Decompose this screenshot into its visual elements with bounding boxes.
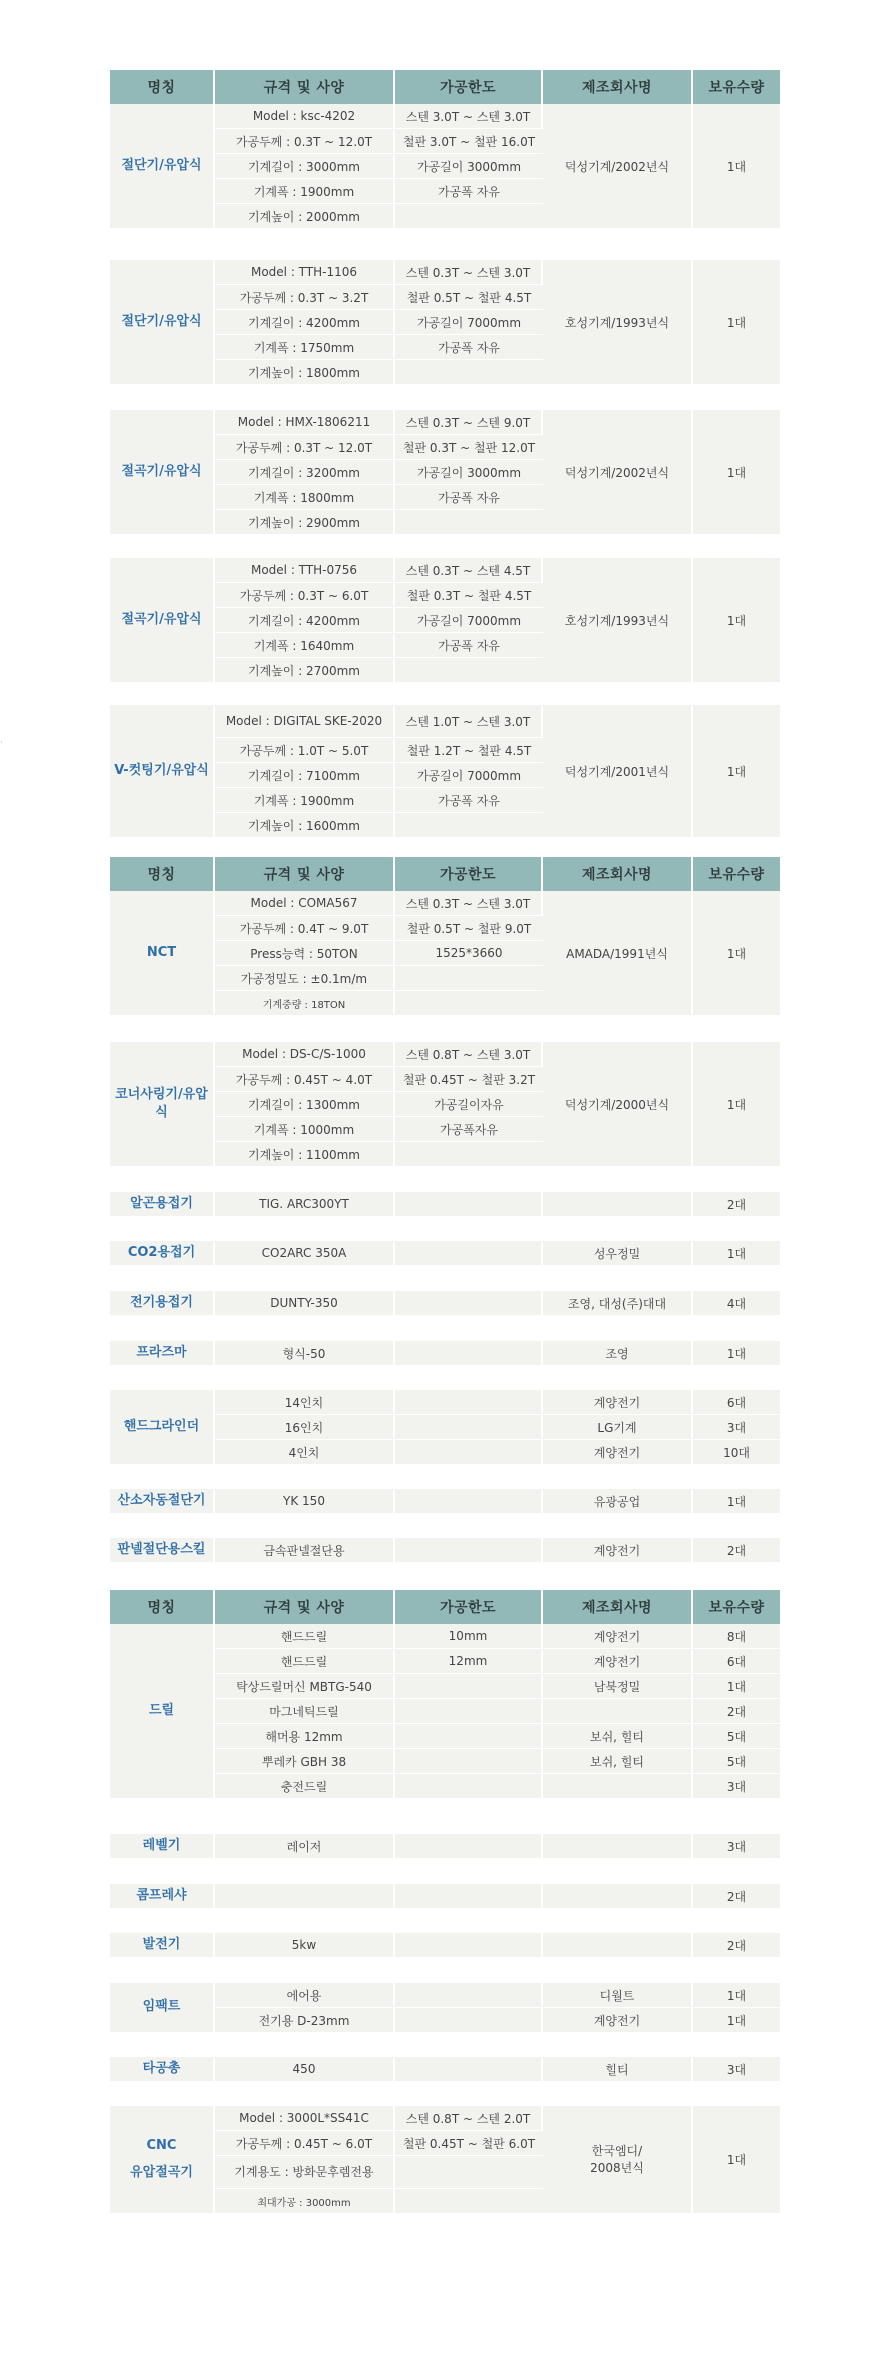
spec-cell: 기계길이 : 4200mm <box>215 310 395 335</box>
maker-cell: LG기계 <box>543 1415 693 1440</box>
spec-cell: 14인치 <box>215 1390 395 1415</box>
limit-cell: 스텐 0.8T ~ 스텐 3.0T <box>395 1042 543 1067</box>
spec-cell: TIG. ARC300YT <box>215 1192 395 1217</box>
maker-cell: AMADA/1991년식 <box>543 891 693 1016</box>
limit-cell: 철판 1.2T ~ 철판 4.5T <box>395 738 543 763</box>
limit-cell <box>395 1699 543 1724</box>
spec-cell: 레이저 <box>215 1834 395 1859</box>
qty-cell: 2대 <box>693 1933 780 1958</box>
equipment-name-line2: 유압절곡기 <box>130 2164 193 2180</box>
limit-cell <box>395 510 543 535</box>
spec-cell: 가공두께 : 0.4T ~ 9.0T <box>215 916 395 941</box>
equipment-name: NCT <box>110 891 215 1016</box>
table-row <box>110 1834 780 1859</box>
limit-cell <box>395 360 543 385</box>
equipment-table-1b <box>110 260 780 385</box>
equipment-table-gen <box>110 1933 780 1958</box>
spec-cell: Model : ksc-4202 <box>215 104 395 129</box>
equipment-table-1e <box>110 705 780 838</box>
spec-cell: CO2ARC 350A <box>215 1241 395 1266</box>
table-row <box>110 1933 780 1958</box>
decorative-mark: · <box>0 738 3 747</box>
limit-cell: 가공폭 자유 <box>395 179 543 204</box>
equipment-name <box>110 2106 215 2214</box>
table-header-row <box>110 70 780 104</box>
table-row <box>110 1884 780 1909</box>
limit-cell <box>395 2156 543 2189</box>
equipment-name: 타공총 <box>110 2057 215 2082</box>
limit-cell: 12mm <box>395 1649 543 1674</box>
maker-cell <box>543 1933 693 1958</box>
spec-cell: 기계용도 : 방화문후렘전용 <box>215 2156 395 2189</box>
header-limit: 가공한도 <box>395 857 543 891</box>
spec-cell: 기계길이 : 3000mm <box>215 154 395 179</box>
spec-cell: 뿌레카 GBH 38 <box>215 1749 395 1774</box>
spec-cell: Model : COMA567 <box>215 891 395 916</box>
equipment-table-elec <box>110 1291 780 1316</box>
spec-cell: 4인치 <box>215 1440 395 1465</box>
equipment-name: 판넬절단용스킬 <box>110 1538 215 1563</box>
spec-cell: 기계폭 : 1900mm <box>215 179 395 204</box>
qty-cell: 5대 <box>693 1749 780 1774</box>
limit-cell <box>395 1291 543 1316</box>
equipment-table-grinder <box>110 1390 780 1465</box>
equipment-table-impact <box>110 1983 780 2033</box>
spec-cell: Model : HMX-1806211 <box>215 410 395 435</box>
spec-cell: 마그네틱드릴 <box>215 1699 395 1724</box>
equipment-name: V-컷팅기/유압식 <box>110 705 215 838</box>
qty-cell: 1대 <box>693 1489 780 1514</box>
equipment-table-nail <box>110 2057 780 2082</box>
spec-cell: 형식-50 <box>215 1341 395 1366</box>
table-row <box>110 1291 780 1316</box>
header-qty: 보유수량 <box>693 857 780 891</box>
equipment-name: 임팩트 <box>110 1983 215 2033</box>
limit-cell <box>395 1538 543 1563</box>
table-header-row <box>110 857 780 891</box>
limit-cell <box>395 1489 543 1514</box>
maker-cell: 디월트 <box>543 1983 693 2008</box>
spec-cell: 16인치 <box>215 1415 395 1440</box>
spec-cell: Model : 3000L*SS41C <box>215 2106 395 2131</box>
qty-cell: 2대 <box>693 1884 780 1909</box>
equipment-name: CO2용접기 <box>110 1241 215 1266</box>
limit-cell <box>395 204 543 229</box>
table-row <box>110 1192 780 1217</box>
header-name: 명칭 <box>110 1590 215 1624</box>
header-name: 명칭 <box>110 70 215 104</box>
limit-cell <box>395 1674 543 1699</box>
maker-cell <box>543 1834 693 1859</box>
maker-cell: 한국엠디/ 2008년식 <box>543 2106 693 2214</box>
limit-cell <box>395 991 543 1016</box>
equipment-table-2b <box>110 1042 780 1167</box>
header-name: 명칭 <box>110 857 215 891</box>
limit-cell: 스텐 0.3T ~ 스텐 3.0T <box>395 260 543 285</box>
limit-cell <box>395 1142 543 1167</box>
spec-cell: 기계길이 : 7100mm <box>215 763 395 788</box>
maker-cell: 계양전기 <box>543 1390 693 1415</box>
equipment-table-cnc <box>110 2106 780 2214</box>
spec-cell: 핸드드릴 <box>215 1649 395 1674</box>
qty-cell: 5대 <box>693 1724 780 1749</box>
limit-cell: 가공길이 7000mm <box>395 310 543 335</box>
limit-cell: 스텐 3.0T ~ 스텐 3.0T <box>395 104 543 129</box>
qty-cell: 6대 <box>693 1649 780 1674</box>
limit-cell <box>395 1415 543 1440</box>
spec-cell: 기계높이 : 2900mm <box>215 510 395 535</box>
qty-cell: 1대 <box>693 1042 780 1167</box>
limit-cell: 철판 0.3T ~ 철판 12.0T <box>395 435 543 460</box>
spec-cell: Model : TTH-1106 <box>215 260 395 285</box>
qty-cell: 1대 <box>693 1341 780 1366</box>
equipment-name: 발전기 <box>110 1933 215 1958</box>
spec-cell: 기계중량 : 18TON <box>215 991 395 1016</box>
maker-cell: 성우정밀 <box>543 1241 693 1266</box>
limit-cell: 가공길이 7000mm <box>395 608 543 633</box>
spec-cell: 기계높이 : 2000mm <box>215 204 395 229</box>
limit-cell: 가공길이 7000mm <box>395 763 543 788</box>
spec-cell: 기계폭 : 1000mm <box>215 1117 395 1142</box>
spec-cell: 기계높이 : 1800mm <box>215 360 395 385</box>
limit-cell <box>395 1983 543 2008</box>
spec-cell: 가공두께 : 1.0T ~ 5.0T <box>215 738 395 763</box>
limit-cell <box>395 1440 543 1465</box>
qty-cell: 1대 <box>693 558 780 683</box>
table-row <box>110 1042 780 1067</box>
equipment-table-plasma <box>110 1341 780 1366</box>
equipment-table-co2 <box>110 1241 780 1266</box>
qty-cell: 1대 <box>693 260 780 385</box>
header-spec: 규격 및 사양 <box>215 857 395 891</box>
maker-cell: 계양전기 <box>543 1649 693 1674</box>
spec-cell: 기계길이 : 1300mm <box>215 1092 395 1117</box>
spec-cell: 해머용 12mm <box>215 1724 395 1749</box>
limit-cell: 스텐 0.3T ~ 스텐 9.0T <box>395 410 543 435</box>
spec-cell: 에어용 <box>215 1983 395 2008</box>
spec-cell: YK 150 <box>215 1489 395 1514</box>
qty-cell: 3대 <box>693 2057 780 2082</box>
qty-cell: 10대 <box>693 1440 780 1465</box>
limit-cell: 1525*3660 <box>395 941 543 966</box>
qty-cell: 2대 <box>693 1538 780 1563</box>
qty-cell: 2대 <box>693 1699 780 1724</box>
spec-cell: Model : DIGITAL SKE-2020 <box>215 705 395 738</box>
equipment-name: 전기용접기 <box>110 1291 215 1316</box>
equipment-name: 핸드그라인더 <box>110 1390 215 1465</box>
limit-cell <box>395 2008 543 2033</box>
maker-cell: 계양전기 <box>543 2008 693 2033</box>
qty-cell: 1대 <box>693 1674 780 1699</box>
spec-cell: Model : DS-C/S-1000 <box>215 1042 395 1067</box>
spec-cell: 기계길이 : 3200mm <box>215 460 395 485</box>
limit-cell <box>395 1724 543 1749</box>
maker-cell: 보쉬, 힐티 <box>543 1724 693 1749</box>
maker-cell <box>543 1884 693 1909</box>
maker-cell: 계양전기 <box>543 1440 693 1465</box>
maker-cell: 남북정밀 <box>543 1674 693 1699</box>
qty-cell: 1대 <box>693 1983 780 2008</box>
limit-cell <box>395 1241 543 1266</box>
header-qty: 보유수량 <box>693 1590 780 1624</box>
equipment-table-3 <box>110 1590 780 1799</box>
limit-cell: 10mm <box>395 1624 543 1649</box>
qty-cell: 1대 <box>693 2008 780 2033</box>
spec-cell: 기계폭 : 1640mm <box>215 633 395 658</box>
equipment-name: 알곤용접기 <box>110 1192 215 1217</box>
table-row <box>110 1241 780 1266</box>
equipment-table-1c <box>110 410 780 535</box>
maker-cell: 덕성기계/2002년식 <box>543 410 693 535</box>
limit-cell <box>395 1933 543 1958</box>
maker-cell <box>543 1699 693 1724</box>
table-row <box>110 1390 780 1415</box>
spec-cell: 가공두께 : 0.3T ~ 12.0T <box>215 435 395 460</box>
spec-cell: 가공두께 : 0.3T ~ 12.0T <box>215 129 395 154</box>
spec-cell: 기계높이 : 1600mm <box>215 813 395 838</box>
equipment-name: 콤프레샤 <box>110 1884 215 1909</box>
spec-cell: 가공두께 : 0.45T ~ 4.0T <box>215 1067 395 1092</box>
table-row <box>110 260 780 285</box>
equipment-name: 절곡기/유압식 <box>110 558 215 683</box>
header-maker: 제조회사명 <box>543 1590 693 1624</box>
spec-cell: 탁상드릴머신 MBTG-540 <box>215 1674 395 1699</box>
header-limit: 가공한도 <box>395 70 543 104</box>
limit-cell <box>395 1834 543 1859</box>
limit-cell: 가공폭자유 <box>395 1117 543 1142</box>
spec-cell: Press능력 : 50TON <box>215 941 395 966</box>
qty-cell: 1대 <box>693 2106 780 2214</box>
qty-cell: 8대 <box>693 1624 780 1649</box>
spec-cell: 충전드릴 <box>215 1774 395 1799</box>
equipment-name: 절곡기/유압식 <box>110 410 215 535</box>
spec-cell: 기계폭 : 1800mm <box>215 485 395 510</box>
table-row <box>110 2106 780 2131</box>
maker-cell: 조영, 대성(주)대대 <box>543 1291 693 1316</box>
limit-cell: 스텐 0.8T ~ 스텐 2.0T <box>395 2106 543 2131</box>
table-row <box>110 1489 780 1514</box>
maker-cell: 호성기계/1993년식 <box>543 558 693 683</box>
limit-cell: 스텐 0.3T ~ 스텐 3.0T <box>395 891 543 916</box>
maker-cell: 덕성기계/2001년식 <box>543 705 693 838</box>
table-row <box>110 1538 780 1563</box>
qty-cell: 1대 <box>693 104 780 229</box>
equipment-name: 절단기/유압식 <box>110 260 215 385</box>
limit-cell: 가공폭 자유 <box>395 485 543 510</box>
table-row <box>110 410 780 435</box>
spec-cell: 가공두께 : 0.45T ~ 6.0T <box>215 2131 395 2156</box>
spec-cell: 기계높이 : 1100mm <box>215 1142 395 1167</box>
limit-cell: 철판 0.45T ~ 철판 3.2T <box>395 1067 543 1092</box>
table-row <box>110 1341 780 1366</box>
maker-cell <box>543 1192 693 1217</box>
equipment-name-line1: CNC <box>146 2138 177 2154</box>
limit-cell <box>395 813 543 838</box>
limit-cell: 가공길이 3000mm <box>395 460 543 485</box>
maker-cell: 호성기계/1993년식 <box>543 260 693 385</box>
header-qty: 보유수량 <box>693 70 780 104</box>
maker-cell: 덕성기계/2000년식 <box>543 1042 693 1167</box>
equipment-table-2 <box>110 857 780 1016</box>
limit-cell <box>395 1341 543 1366</box>
qty-cell: 3대 <box>693 1774 780 1799</box>
header-spec: 규격 및 사양 <box>215 1590 395 1624</box>
limit-cell: 가공길이 3000mm <box>395 154 543 179</box>
header-spec: 규격 및 사양 <box>215 70 395 104</box>
limit-cell <box>395 1390 543 1415</box>
header-maker: 제조회사명 <box>543 70 693 104</box>
maker-cell: 덕성기계/2002년식 <box>543 104 693 229</box>
spec-cell: 450 <box>215 2057 395 2082</box>
spec-cell: 5kw <box>215 1933 395 1958</box>
maker-cell: 보쉬, 힐티 <box>543 1749 693 1774</box>
qty-cell: 6대 <box>693 1390 780 1415</box>
spec-cell: 기계높이 : 2700mm <box>215 658 395 683</box>
spec-cell: 가공두께 : 0.3T ~ 3.2T <box>215 285 395 310</box>
limit-cell <box>395 1774 543 1799</box>
spec-cell: Model : TTH-0756 <box>215 558 395 583</box>
equipment-table-argon <box>110 1192 780 1217</box>
qty-cell: 4대 <box>693 1291 780 1316</box>
equipment-table-panel <box>110 1538 780 1563</box>
limit-cell: 철판 0.5T ~ 철판 4.5T <box>395 285 543 310</box>
equipment-table-1 <box>110 70 780 229</box>
limit-cell <box>395 658 543 683</box>
limit-cell: 가공폭 자유 <box>395 788 543 813</box>
table-header-row <box>110 1590 780 1624</box>
spec-cell: 기계폭 : 1900mm <box>215 788 395 813</box>
limit-cell: 가공폭 자유 <box>395 335 543 360</box>
qty-cell: 1대 <box>693 891 780 1016</box>
spec-cell: 최대가공 : 3000mm <box>215 2189 395 2214</box>
spec-cell: 가공정밀도 : ±0.1m/m <box>215 966 395 991</box>
equipment-name: 드릴 <box>110 1624 215 1799</box>
spec-cell <box>215 1884 395 1909</box>
qty-cell: 3대 <box>693 1834 780 1859</box>
qty-cell: 1대 <box>693 705 780 838</box>
equipment-name: 산소자동절단기 <box>110 1489 215 1514</box>
limit-cell <box>395 2189 543 2214</box>
table-row <box>110 2057 780 2082</box>
spec-cell: 가공두께 : 0.3T ~ 6.0T <box>215 583 395 608</box>
maker-cell: 계양전기 <box>543 1538 693 1563</box>
equipment-table-comp <box>110 1884 780 1909</box>
spec-cell: 전기용 D-23mm <box>215 2008 395 2033</box>
limit-cell <box>395 1749 543 1774</box>
qty-cell: 2대 <box>693 1192 780 1217</box>
equipment-name: 레벨기 <box>110 1834 215 1859</box>
spec-cell: 핸드드릴 <box>215 1624 395 1649</box>
table-row <box>110 558 780 583</box>
table-row <box>110 104 780 129</box>
equipment-table-oxy <box>110 1489 780 1514</box>
maker-cell: 계양전기 <box>543 1624 693 1649</box>
qty-cell: 1대 <box>693 1241 780 1266</box>
limit-cell: 철판 3.0T ~ 철판 16.0T <box>395 129 543 154</box>
equipment-name: 코너사링기/유압식 <box>110 1042 215 1167</box>
qty-cell: 3대 <box>693 1415 780 1440</box>
table-row <box>110 705 780 738</box>
maker-cell <box>543 1774 693 1799</box>
limit-cell <box>395 1192 543 1217</box>
table-row <box>110 891 780 916</box>
maker-cell: 힐티 <box>543 2057 693 2082</box>
limit-cell: 스텐 0.3T ~ 스텐 4.5T <box>395 558 543 583</box>
table-row <box>110 1624 780 1649</box>
limit-cell: 철판 0.45T ~ 철판 6.0T <box>395 2131 543 2156</box>
equipment-name: 프라즈마 <box>110 1341 215 1366</box>
limit-cell: 철판 0.5T ~ 철판 9.0T <box>395 916 543 941</box>
spec-cell: DUNTY-350 <box>215 1291 395 1316</box>
qty-cell: 1대 <box>693 410 780 535</box>
equipment-table-level <box>110 1834 780 1859</box>
limit-cell: 스텐 1.0T ~ 스텐 3.0T <box>395 705 543 738</box>
equipment-name: 절단기/유압식 <box>110 104 215 229</box>
equipment-table-1d <box>110 558 780 683</box>
limit-cell <box>395 966 543 991</box>
spec-cell: 금속판넬절단용 <box>215 1538 395 1563</box>
spec-cell: 기계길이 : 4200mm <box>215 608 395 633</box>
limit-cell: 철판 0.3T ~ 철판 4.5T <box>395 583 543 608</box>
header-limit: 가공한도 <box>395 1590 543 1624</box>
table-row <box>110 1983 780 2008</box>
limit-cell: 가공길이자유 <box>395 1092 543 1117</box>
maker-cell: 유광공업 <box>543 1489 693 1514</box>
limit-cell: 가공폭 자유 <box>395 633 543 658</box>
spec-cell: 기계폭 : 1750mm <box>215 335 395 360</box>
limit-cell <box>395 2057 543 2082</box>
limit-cell <box>395 1884 543 1909</box>
maker-cell: 조영 <box>543 1341 693 1366</box>
header-maker: 제조회사명 <box>543 857 693 891</box>
